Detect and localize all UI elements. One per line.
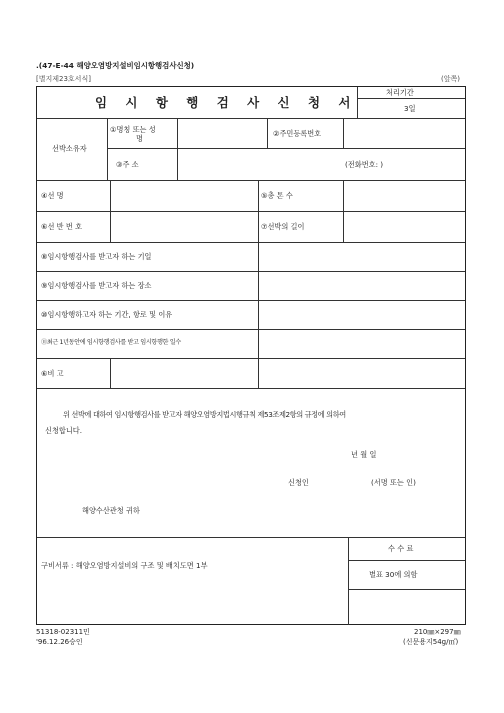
recent-days-field[interactable] bbox=[259, 330, 464, 357]
resident-no-field[interactable] bbox=[344, 119, 464, 147]
statement-line-2: 신청합니다. bbox=[45, 426, 83, 435]
phone-label: (전화번호: ) bbox=[345, 160, 384, 169]
rule bbox=[107, 148, 465, 149]
owner-name-label-2: 명 bbox=[136, 134, 143, 143]
owner-name-field[interactable] bbox=[178, 119, 266, 147]
ship-name-field[interactable] bbox=[111, 181, 257, 210]
inspection-date-field[interactable] bbox=[259, 243, 464, 270]
rule bbox=[357, 98, 465, 99]
ship-number-field[interactable] bbox=[111, 212, 257, 241]
applicant-label: 신청인 bbox=[288, 478, 309, 487]
remarks-field[interactable] bbox=[111, 359, 257, 387]
rule bbox=[348, 537, 349, 625]
ship-length-label: ⑦선박의 길이 bbox=[261, 222, 305, 231]
fee-value: 별표 30에 의함 bbox=[369, 570, 418, 579]
inspection-date-label: ⑧임시항행검사를 받고자 하는 기일 bbox=[41, 252, 152, 261]
rule bbox=[37, 388, 465, 389]
rule bbox=[258, 180, 259, 242]
rule bbox=[267, 118, 268, 148]
statement-line-1: 위 선박에 대하여 임시항행검사를 받고자 해양오염방지법시행규칙 제53조제2항의 규정에 의하여 bbox=[63, 410, 346, 419]
paper-type: (신문용지54g/㎡) bbox=[403, 638, 459, 646]
remarks-label: ⑥비 고 bbox=[41, 369, 64, 378]
front-side-label: (앞쪽) bbox=[441, 75, 460, 83]
rule bbox=[348, 589, 465, 590]
address-label: ③주 소 bbox=[116, 160, 139, 169]
paper-size: 210㎜×297㎜ bbox=[414, 628, 461, 636]
tonnage-label: ⑤총 톤 수 bbox=[261, 191, 293, 200]
recipient: 해양수산관청 귀하 bbox=[82, 506, 140, 515]
signature-label: (서명 또는 인) bbox=[371, 478, 416, 487]
form-title: 임 시 항 행 검 사 신 청 서 bbox=[95, 95, 358, 110]
ship-length-field[interactable] bbox=[344, 212, 464, 241]
inspection-place-field[interactable] bbox=[259, 272, 464, 299]
rule bbox=[37, 537, 465, 538]
form-code: 51318-02311민 bbox=[36, 628, 90, 636]
recent-days-label: ⑪최근 1년동안에 임시항행검사를 받고 임시항행한 일수 bbox=[41, 339, 181, 346]
voyage-period-label: ⑩임시항행하고자 하는 기간, 항로 및 이유 bbox=[41, 310, 173, 319]
owner-name-label: ①명칭 또는 성 bbox=[110, 125, 156, 134]
fee-label: 수 수 료 bbox=[388, 544, 414, 553]
approval-date: '96.12.26승인 bbox=[36, 638, 83, 646]
rule bbox=[107, 118, 108, 180]
application-form bbox=[36, 86, 466, 625]
inspection-place-label: ⑨임시항행검사를 받고자 하는 장소 bbox=[41, 281, 152, 290]
ship-owner-label: 선박소유자 bbox=[52, 144, 87, 153]
ship-name-label: ④선 명 bbox=[41, 191, 64, 200]
form-number: [별지제23호서식] bbox=[36, 75, 91, 83]
ship-number-label: ⑥선 반 번 호 bbox=[41, 222, 83, 231]
application-date: 년 월 일 bbox=[351, 450, 377, 459]
resident-no-label: ②주민등록번호 bbox=[273, 129, 322, 138]
processing-period-label: 처리기간 bbox=[386, 88, 414, 97]
processing-period-value: 3일 bbox=[404, 104, 416, 113]
document-header: .(47-E-44 해양오염방지설비임시항행검사신청) bbox=[36, 61, 195, 70]
voyage-period-field[interactable] bbox=[259, 301, 464, 328]
rule bbox=[348, 560, 465, 561]
tonnage-field[interactable] bbox=[344, 181, 464, 210]
required-documents: 구비서류 : 해양오염방지설비의 구조 및 배치도면 1부 bbox=[41, 561, 208, 570]
